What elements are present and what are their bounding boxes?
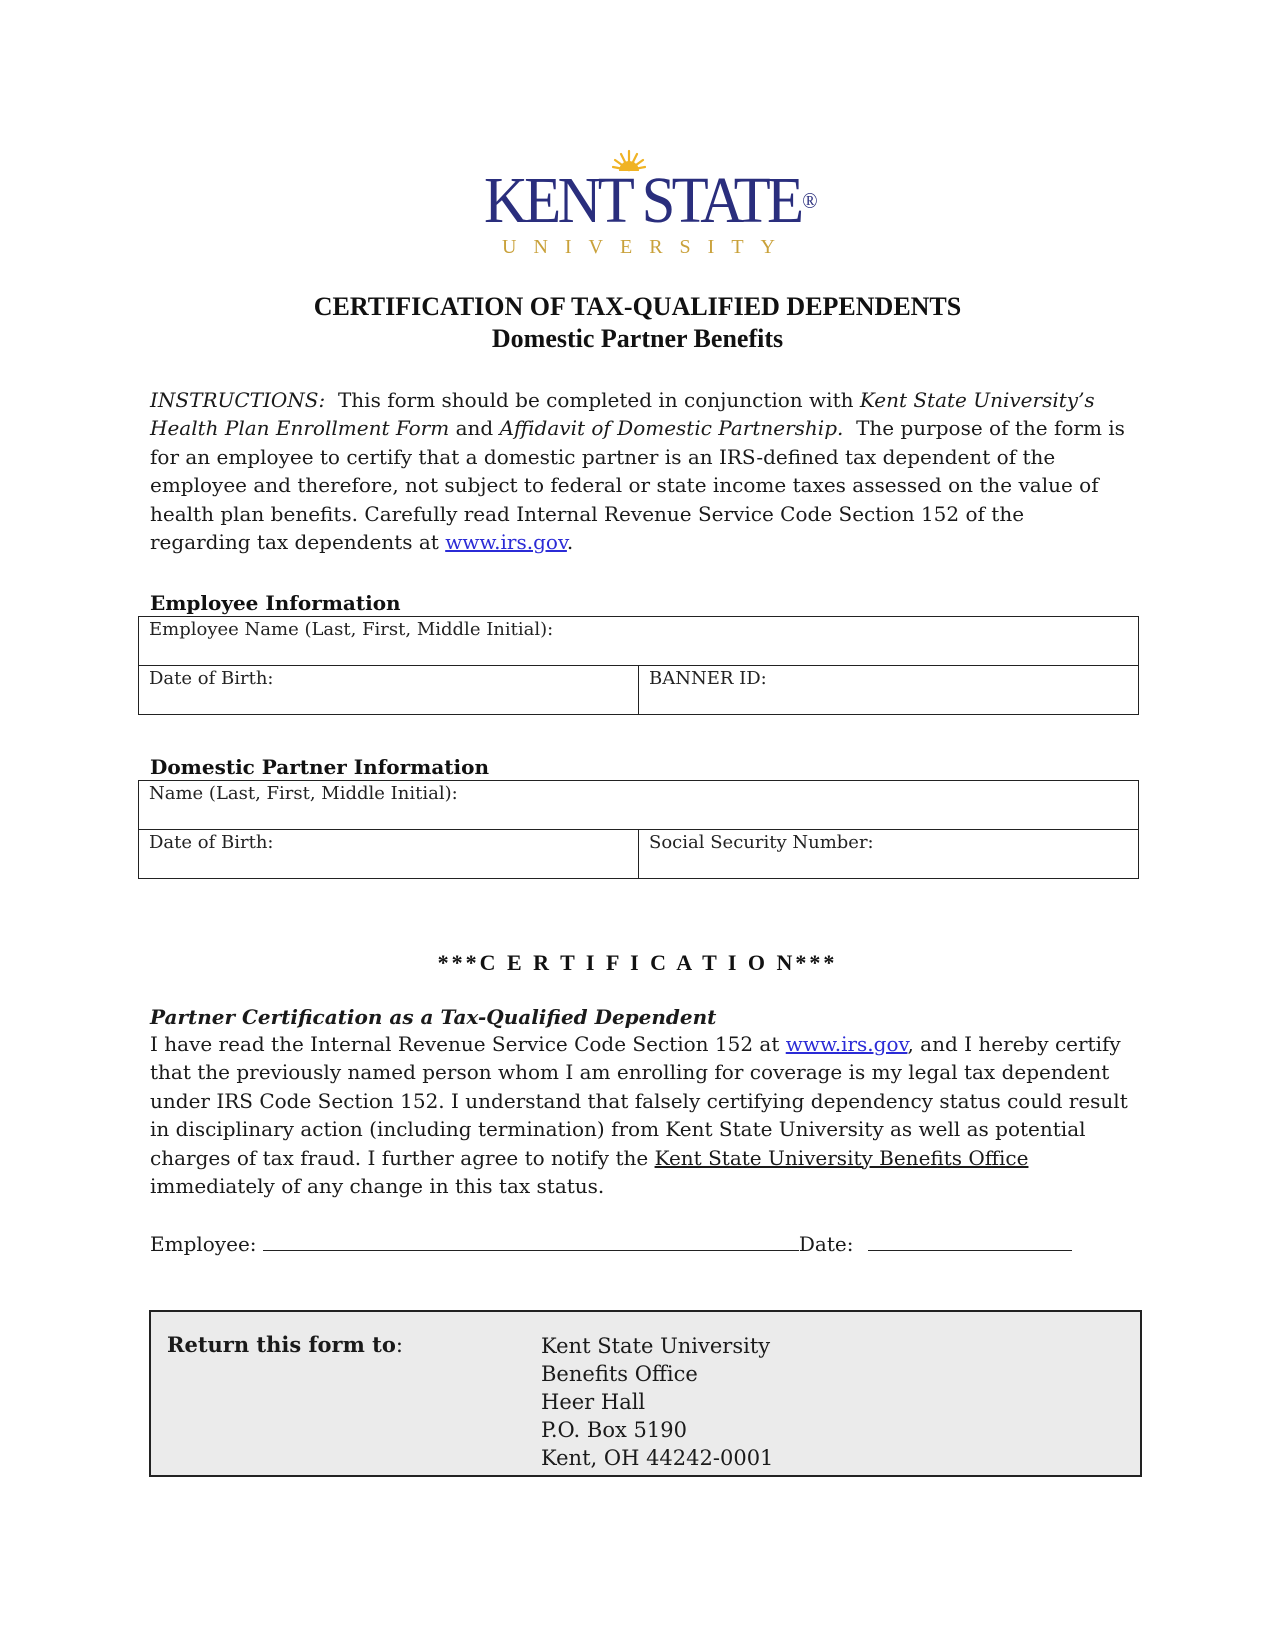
- employee-signature-field[interactable]: [263, 1232, 799, 1251]
- address-line: P.O. Box 5190: [541, 1418, 687, 1442]
- signature-line: [150, 1232, 1072, 1256]
- employee-name-field[interactable]: Employee Name (Last, First, Middle Initial):: [139, 617, 1139, 666]
- logo-subtitle: UNIVERSITY: [502, 236, 792, 258]
- benefits-office-text: Kent State University Benefits Office: [654, 1145, 1029, 1170]
- date-label: Date:: [798, 1232, 854, 1256]
- return-label: Return this form to:: [167, 1332, 403, 1357]
- irs-link[interactable]: www.irs.gov: [445, 530, 567, 555]
- employee-dob-field[interactable]: Date of Birth:: [139, 666, 639, 715]
- certification-heading: ***C E R T I F I C A T I O N***: [437, 950, 838, 975]
- kent-state-logo: [484, 148, 818, 266]
- date-field[interactable]: [868, 1232, 1072, 1251]
- employee-info-table: [138, 616, 1139, 715]
- banner-id-field[interactable]: BANNER ID:: [639, 666, 1139, 715]
- employee-signature-label: Employee:: [150, 1232, 257, 1256]
- return-address: [541, 1332, 773, 1472]
- ssn-field[interactable]: Social Security Number:: [639, 830, 1139, 879]
- partner-dob-field[interactable]: Date of Birth:: [139, 830, 639, 879]
- page-title: CERTIFICATION OF TAX-QUALIFIED DEPENDENTS: [313, 292, 962, 321]
- employee-info-heading: Employee Information: [150, 591, 401, 615]
- partner-name-field[interactable]: Name (Last, First, Middle Initial):: [139, 781, 1139, 830]
- address-line: Kent State University: [541, 1334, 771, 1358]
- instructions-label: INSTRUCTIONS:: [150, 388, 326, 412]
- logo-wordmark: KENT STATE®: [484, 164, 818, 237]
- address-line: Benefits Office: [541, 1362, 698, 1386]
- irs-link-certification[interactable]: www.irs.gov: [785, 1032, 908, 1056]
- return-address-box: [149, 1310, 1142, 1477]
- address-line: Kent, OH 44242-0001: [541, 1446, 774, 1470]
- page-subtitle: Domestic Partner Benefits: [491, 324, 784, 353]
- instructions-paragraph: INSTRUCTIONS: This form should be completed in conjunction with Kent State University’s Health Plan Enrollment Form and Affidavit of Domestic Partnership. The purpose of the form is for an employee to certify that a domestic partner is an IRS-defined tax dependent of the employee and therefore, not subject to federal or state income taxes assessed on the value of health plan benefits. Carefully read Internal Revenue Service Code Section 152 of the regarding tax dependents at www.irs.gov.: [150, 388, 1125, 555]
- partner-info-heading: Domestic Partner Information: [150, 755, 490, 779]
- certification-paragraph: I have read the Internal Revenue Service Code Section 152 at www.irs.gov, and I hereby certify that the previously named person whom I am enrolling for coverage is my legal tax dependent under IRS Code Section 152. I understand that falsely certifying dependency status could result in disciplinary action (including termination) from Kent State University as well as potential charges of tax fraud. I further agree to notify the Kent State University Benefits Office immediately of any change in this tax status.: [150, 1032, 1128, 1199]
- address-line: Heer Hall: [541, 1390, 646, 1414]
- partner-info-table: [138, 780, 1139, 879]
- certification-subheading: Partner Certification as a Tax-Qualified Dependent: [150, 1005, 717, 1029]
